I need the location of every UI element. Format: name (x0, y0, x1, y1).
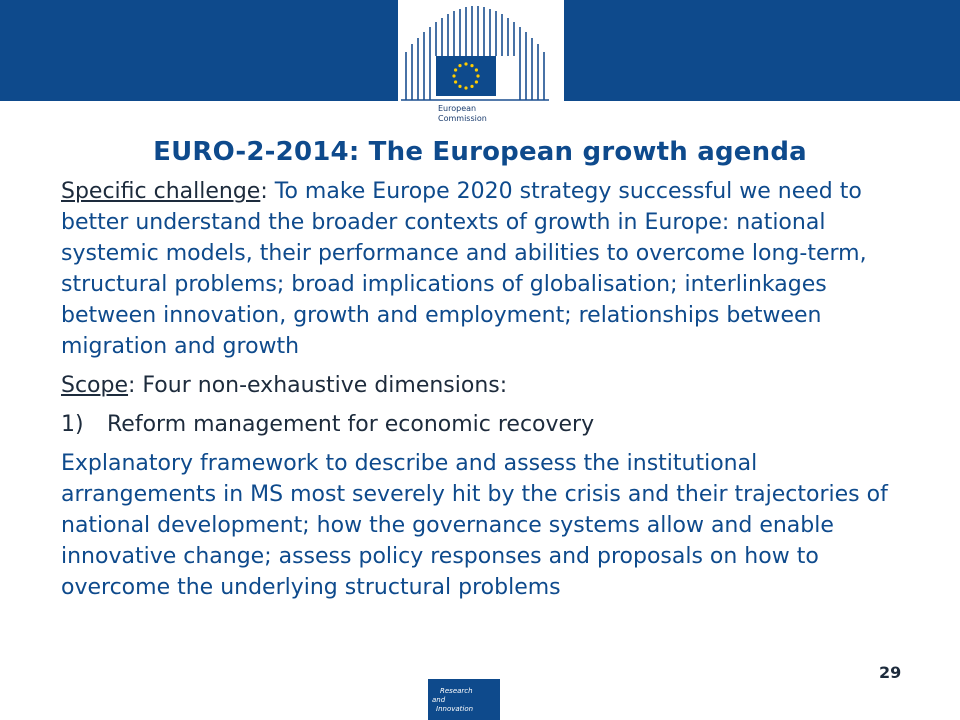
footer-line-and: and (432, 696, 446, 704)
logo-text-commission: Commission (438, 114, 487, 123)
list-item (61, 409, 911, 440)
scope-text: : Four non-exhaustive dimensions: (128, 373, 508, 398)
european-commission-logo (398, 0, 564, 132)
list-item-number: 1) (61, 412, 84, 437)
specific-challenge-text: To make Europe 2020 strategy successful we need to better understand the broader contexts of growth in Europe: national systemic models, their performance and abilities to overcome long-term, structural problems; broad implications of globalisation; interlinkages between innovation, growth and employment; relationships between migration and growth (61, 179, 867, 359)
list-item-text: Reform management for economic recovery (107, 412, 595, 437)
eu-flag-icon (436, 56, 496, 96)
scope-label: Scope (61, 373, 129, 398)
slide-title: EURO-2-2014: The European growth agenda (153, 137, 807, 167)
specific-challenge-colon: : (260, 179, 268, 204)
footer-line-research: Research (440, 687, 473, 695)
research-innovation-badge (428, 679, 500, 720)
slide-body (61, 176, 911, 611)
scope-paragraph (61, 370, 911, 401)
page-number: 29 (879, 663, 902, 682)
footer-line-innovation: Innovation (436, 705, 474, 713)
specific-challenge-paragraph (61, 176, 911, 362)
specific-challenge-label: Specific challenge (61, 179, 261, 204)
explanatory-paragraph: Explanatory framework to describe and assess the institutional arrangements in MS most severely hit by the crisis and their trajectories of national development; how the governance systems allow and enable innovative change; assess policy responses and proposals on how to overcome the underlying structural problems (61, 451, 888, 600)
logo-text-european: European (438, 104, 477, 113)
